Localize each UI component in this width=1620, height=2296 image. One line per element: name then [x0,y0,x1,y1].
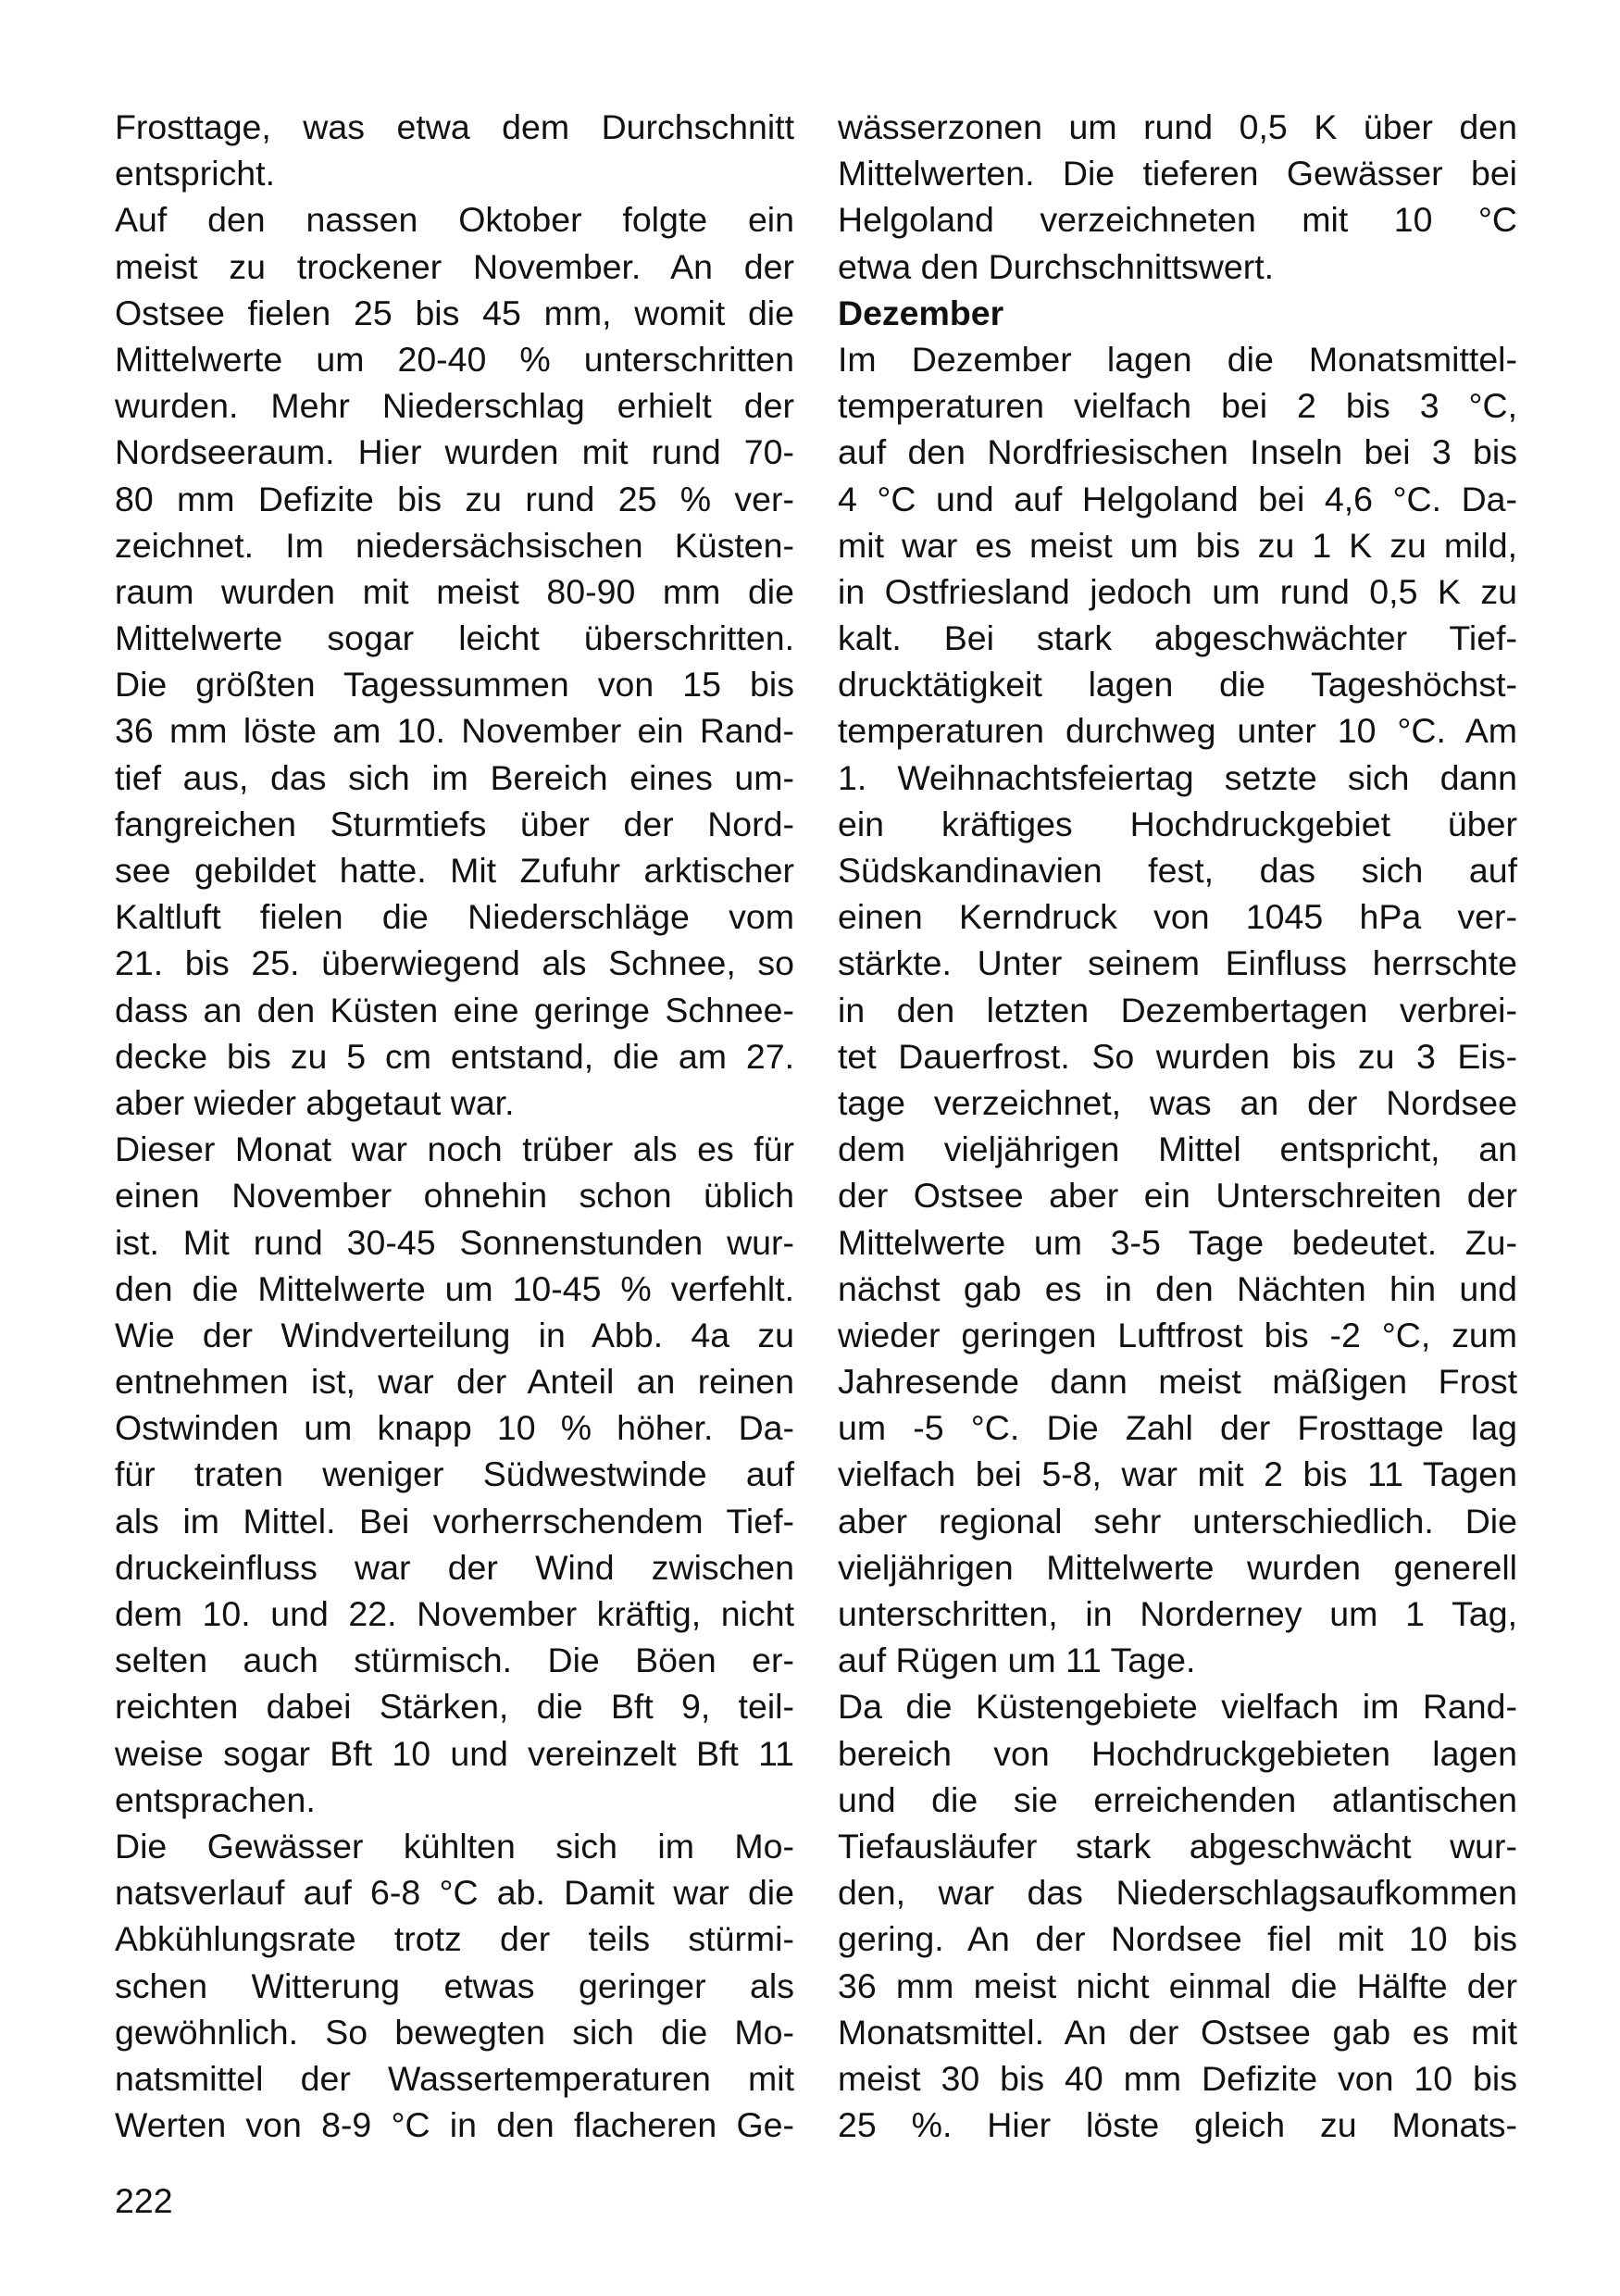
text-line: weise sogar Bft 10 und vereinzelt Bft 11 [115,1733,794,1773]
text-line: 21. bis 25. überwiegend als Schnee, so [115,943,794,983]
text-line: und die sie erreichenden atlantischen [838,1779,1517,1819]
text-line: 1. Weihnachtsfeiertag setzte sich dann [838,757,1517,797]
text-line: etwa den Durchschnittswert. [838,246,1275,286]
text-line: see gebildet hatte. Mit Zufuhr arktischer [115,851,794,890]
text-line: in den letzten Dezembertagen verbrei- [838,990,1517,1029]
text-line: fangreichen Sturmtiefs über der Nord- [115,804,794,843]
text-line: entsprachen. [115,1779,316,1819]
text-line: aber wieder abgetaut war. [115,1082,515,1122]
text-line: wieder geringen Luftfrost bis -2 °C, zum [838,1315,1517,1354]
text-line: 25 %. Hier löste gleich zu Monats- [838,2105,1517,2145]
text-line: selten auch stürmisch. Die Böen er- [115,1641,794,1680]
text-line: temperaturen durchweg unter 10 °C. Am [838,711,1517,751]
text-line: einen Kerndruck von 1045 hPa ver- [838,897,1517,937]
text-line: dass an den Küsten eine geringe Schnee- [115,990,794,1029]
right-text-column [838,104,1517,2148]
text-line: stärkte. Unter seinem Einfluss herrschte [838,943,1517,983]
text-line: entspricht. [115,154,275,193]
text-line: Im Dezember lagen die Monatsmittel- [838,339,1517,379]
text-line: decke bis zu 5 cm entstand, die am 27. [115,1036,794,1076]
text-line: zeichnet. Im niedersächsischen Küsten- [115,525,794,565]
text-line: Südskandinavien fest, das sich auf [838,851,1517,890]
text-line: gering. An der Nordsee fiel mit 10 bis [838,1919,1517,1959]
section-heading: Dezember [838,293,1004,332]
text-line: Nordseeraum. Hier wurden mit rund 70- [115,432,794,472]
text-line: Abkühlungsrate trotz der teils stürmi- [115,1919,794,1959]
text-line: meist 30 bis 40 mm Defizite von 10 bis [838,2058,1517,2098]
text-line: schen Witterung etwas geringer als [115,1965,794,2005]
text-line: wässerzonen um rund 0,5 K über den [838,107,1517,146]
text-line: wurden. Mehr Niederschlag erhielt der [115,386,794,426]
text-line: Dieser Monat war noch trüber als es für [115,1129,794,1169]
text-line: raum wurden mit meist 80-90 mm die [115,571,794,611]
text-line: meist zu trockener November. An der [115,246,794,286]
text-line: tage verzeichnet, was an der Nordsee [838,1082,1517,1122]
text-line: Mittelwerten. Die tieferen Gewässer bei [838,154,1517,193]
text-line: auf den Nordfriesischen Inseln bei 3 bis [838,432,1517,472]
text-line: den, war das Niederschlagsaufkommen [838,1873,1517,1913]
text-line: auf Rügen um 11 Tage. [838,1641,1196,1680]
text-line: einen November ohnehin schon üblich [115,1176,794,1216]
text-line: druckeinfluss war der Wind zwischen [115,1547,794,1587]
text-line: unterschritten, in Norderney um 1 Tag, [838,1594,1517,1633]
text-line: für traten weniger Südwestwinde auf [115,1454,794,1494]
text-line: dem 10. und 22. November kräftig, nicht [115,1594,794,1633]
text-line: der Ostsee aber ein Unterschreiten der [838,1176,1517,1216]
text-line: temperaturen vielfach bei 2 bis 3 °C, [838,386,1517,426]
text-line: um -5 °C. Die Zahl der Frosttage lag [838,1408,1517,1448]
text-line: Helgoland verzeichneten mit 10 °C [838,200,1517,240]
text-line: Ostsee fielen 25 bis 45 mm, womit die [115,293,794,332]
text-line: Die Gewässer kühlten sich im Mo- [115,1826,794,1866]
text-line: Wie der Windverteilung in Abb. 4a zu [115,1315,794,1354]
text-line: Mittelwerte um 3-5 Tage bedeutet. Zu- [838,1222,1517,1262]
text-line: kalt. Bei stark abgeschwächter Tief- [838,618,1517,658]
text-line: Frosttage, was etwa dem Durchschnitt [115,107,794,146]
text-line: bereich von Hochdruckgebieten lagen [838,1733,1517,1773]
text-line: Da die Küstengebiete vielfach im Rand- [838,1687,1517,1727]
text-line: 36 mm löste am 10. November ein Rand- [115,711,794,751]
text-line: reichten dabei Stärken, die Bft 9, teil- [115,1687,794,1727]
text-line: Werten von 8-9 °C in den flacheren Ge- [115,2105,794,2145]
text-line: ein kräftiges Hochdruckgebiet über [838,804,1517,843]
text-line: ist. Mit rund 30-45 Sonnenstunden wur- [115,1222,794,1262]
text-line: mit war es meist um bis zu 1 K zu mild, [838,525,1517,565]
text-line: Mittelwerte sogar leicht überschritten. [115,618,794,658]
text-line: 36 mm meist nicht einmal die Hälfte der [838,1965,1517,2005]
text-line: Mittelwerte um 20-40 % unterschritten [115,339,794,379]
text-line: natsverlauf auf 6-8 °C ab. Damit war die [115,1873,794,1913]
text-line: 80 mm Defizite bis zu rund 25 % ver- [115,479,794,518]
text-line: nächst gab es in den Nächten hin und [838,1268,1517,1308]
text-line: gewöhnlich. So bewegten sich die Mo- [115,2012,794,2052]
text-line: 4 °C und auf Helgoland bei 4,6 °C. Da- [838,479,1517,518]
left-text-column [115,104,794,2148]
text-line: tief aus, das sich im Bereich eines um- [115,757,794,797]
text-line: als im Mittel. Bei vorherrschendem Tief- [115,1501,794,1541]
text-line: dem vieljährigen Mittel entspricht, an [838,1129,1517,1169]
text-line: den die Mittelwerte um 10-45 % verfehlt. [115,1268,794,1308]
text-line: vielfach bei 5-8, war mit 2 bis 11 Tagen [838,1454,1517,1494]
text-line: Die größten Tagessummen von 15 bis [115,665,794,705]
text-line: Monatsmittel. An der Ostsee gab es mit [838,2012,1517,2052]
text-line: vieljährigen Mittelwerte wurden generell [838,1547,1517,1587]
text-line: Auf den nassen Oktober folgte ein [115,200,794,240]
text-line: entnehmen ist, war der Anteil an reinen [115,1362,794,1402]
text-line: natsmittel der Wassertemperaturen mit [115,2058,794,2098]
text-line: Tiefausläufer stark abgeschwächt wur- [838,1826,1517,1866]
text-line: Jahresende dann meist mäßigen Frost [838,1362,1517,1402]
text-line: drucktätigkeit lagen die Tageshöchst- [838,665,1517,705]
text-line: in Ostfriesland jedoch um rund 0,5 K zu [838,571,1517,611]
text-line: Kaltluft fielen die Niederschläge vom [115,897,794,937]
text-line: Ostwinden um knapp 10 % höher. Da- [115,1408,794,1448]
page-number: 222 [115,2181,173,2220]
text-line: aber regional sehr unterschiedlich. Die [838,1501,1517,1541]
text-line: tet Dauerfrost. So wurden bis zu 3 Eis- [838,1036,1517,1076]
